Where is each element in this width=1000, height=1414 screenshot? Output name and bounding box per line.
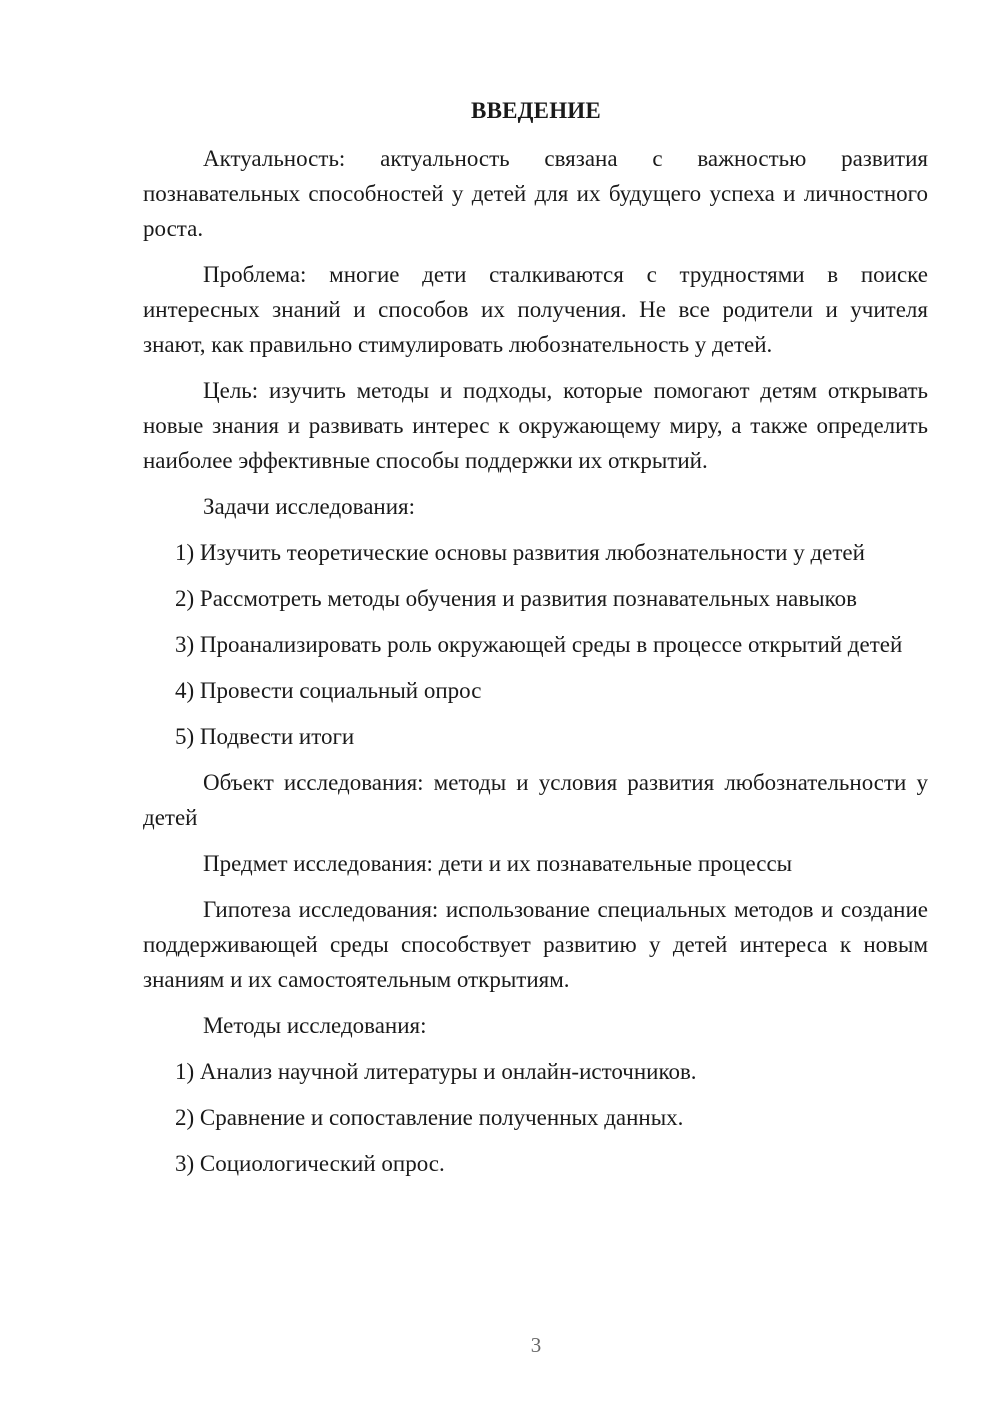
subject-paragraph: Предмет исследования: дети и их познавательные процессы (203, 851, 793, 876)
method-item: 3) Социологический опрос. (175, 1151, 445, 1176)
goal-paragraph: Цель: изучить методы и подходы, которые помогают детям открывать новые знания и развивать интерес к окружающему миру, а также определить наиболее эффективные способы поддержки их открытий. (143, 378, 928, 473)
page-number: 3 (530, 1333, 542, 1357)
task-item: 5) Подвести итоги (175, 724, 355, 749)
method-item: 1) Анализ научной литературы и онлайн-источников. (175, 1059, 697, 1084)
task-item: 3) Проанализировать роль окружающей среды в процессе открытий детей (175, 632, 903, 657)
relevance-paragraph: Актуальность: актуальность связана с важностью развития познавательных способностей у детей для их будущего успеха и личностного роста. (143, 146, 928, 241)
task-item: 1) Изучить теоретические основы развития любознательности у детей (175, 540, 865, 565)
hypothesis-paragraph: Гипотеза исследования: использование специальных методов и создание поддерживающей среды способствует развитию у детей интереса к новым знаниям и их самостоятельным открытиям. (143, 897, 928, 992)
document-body (143, 141, 928, 1192)
method-item: 2) Сравнение и сопоставление полученных данных. (175, 1105, 684, 1130)
task-item: 4) Провести социальный опрос (175, 678, 482, 703)
object-paragraph: Объект исследования: методы и условия развития любознательности у детей (143, 770, 928, 830)
task-item: 2) Рассмотреть методы обучения и развития познавательных навыков (175, 586, 857, 611)
methods-heading: Методы исследования: (203, 1013, 427, 1038)
problem-paragraph: Проблема: многие дети сталкиваются с трудностями в поиске интересных знаний и способов их получения. Не все родители и учителя знают, как правильно стимулировать любознательность у детей. (143, 262, 928, 357)
page-title: ВВЕДЕНИЕ (471, 98, 601, 123)
tasks-heading: Задачи исследования: (203, 494, 416, 519)
